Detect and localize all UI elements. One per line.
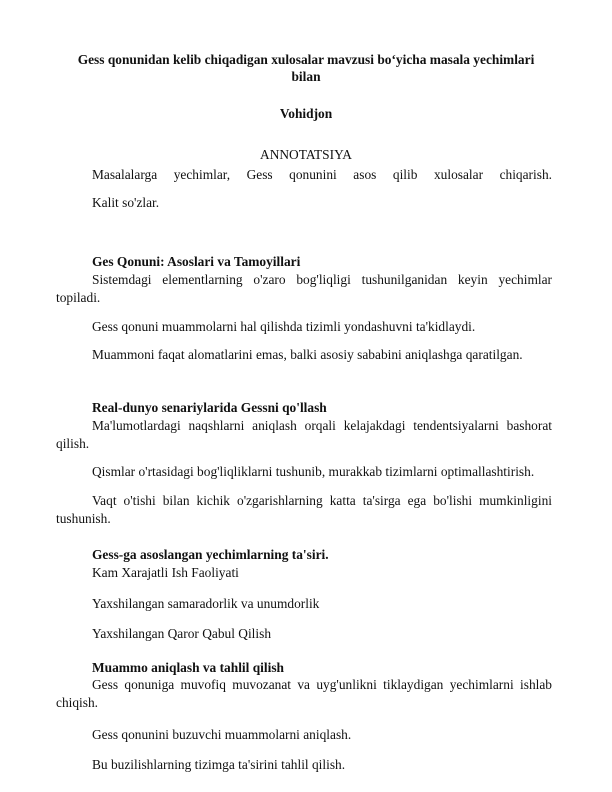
paragraph-line: qilish. <box>56 436 90 451</box>
paragraph-line: chiqish. <box>56 695 99 710</box>
paragraph-line: Bu buzilishlarning tizimga ta'sirini tahlil qilish. <box>92 757 346 772</box>
section-heading: Real-dunyo senariylarida Gessni qo'llash <box>92 400 327 415</box>
section-heading: Muammo aniqlash va tahlil qilish <box>92 660 284 675</box>
paragraph-line: Gess qonuniga muvofiq muvozanat va uyg'unlikni tiklaydigan yechimlarni ishlab <box>92 677 552 692</box>
paragraph-line: Sistemdagi elementlarning o'zaro bog'liqligi tushunilganidan keyin yechimlar <box>92 272 552 287</box>
paragraph-line: Muammoni faqat alomatlarini emas, balki asosiy sababini aniqlashga qaratilgan. <box>92 347 523 362</box>
title-line-1: Gess qonunidan kelib chiqadigan xulosalar mavzusi bo‘yicha masala yechimlari <box>77 52 535 67</box>
abstract-heading: ANNOTATSIYA <box>260 147 352 162</box>
keywords-label: Kalit so'zlar. <box>92 195 160 210</box>
section-heading: Ges Qonuni: Asoslari va Tamoyillari <box>92 254 301 269</box>
paragraph-line: Ma'lumotlardagi naqshlarni aniqlash orqali kelajakdagi tendentsiyalarni bashorat <box>92 418 552 433</box>
paragraph-line: Gess qonuni muammolarni hal qilishda tizimli yondashuvni ta'kidlaydi. <box>92 319 476 334</box>
section-heading: Gess-ga asoslangan yechimlarning ta'siri. <box>92 547 329 562</box>
abstract-text: Masalalarga yechimlar, Gess qonunini asos qilib xulosalar chiqarish. <box>92 167 552 182</box>
paragraph-line: Kam Xarajatli Ish Faoliyati <box>92 565 239 580</box>
paragraph-line: tushunish. <box>56 511 111 526</box>
title-line-2: bilan <box>291 69 321 84</box>
paragraph-line: Gess qonunini buzuvchi muammolarni aniqlash. <box>92 727 352 742</box>
paragraph-line: Yaxshilangan samaradorlik va unumdorlik <box>92 596 320 611</box>
paragraph-line: Yaxshilangan Qaror Qabul Qilish <box>92 626 272 641</box>
paragraph-line: Vaqt o'tishi bilan kichik o'zgarishlarning katta ta'sirga ega bo'lishi mumkinligini <box>92 493 552 508</box>
paragraph-line: Qismlar o'rtasidagi bog'liqliklarni tushunib, murakkab tizimlarni optimallashtirish. <box>92 464 535 479</box>
paragraph-line: topiladi. <box>56 290 101 305</box>
author: Vohidjon <box>279 106 333 121</box>
